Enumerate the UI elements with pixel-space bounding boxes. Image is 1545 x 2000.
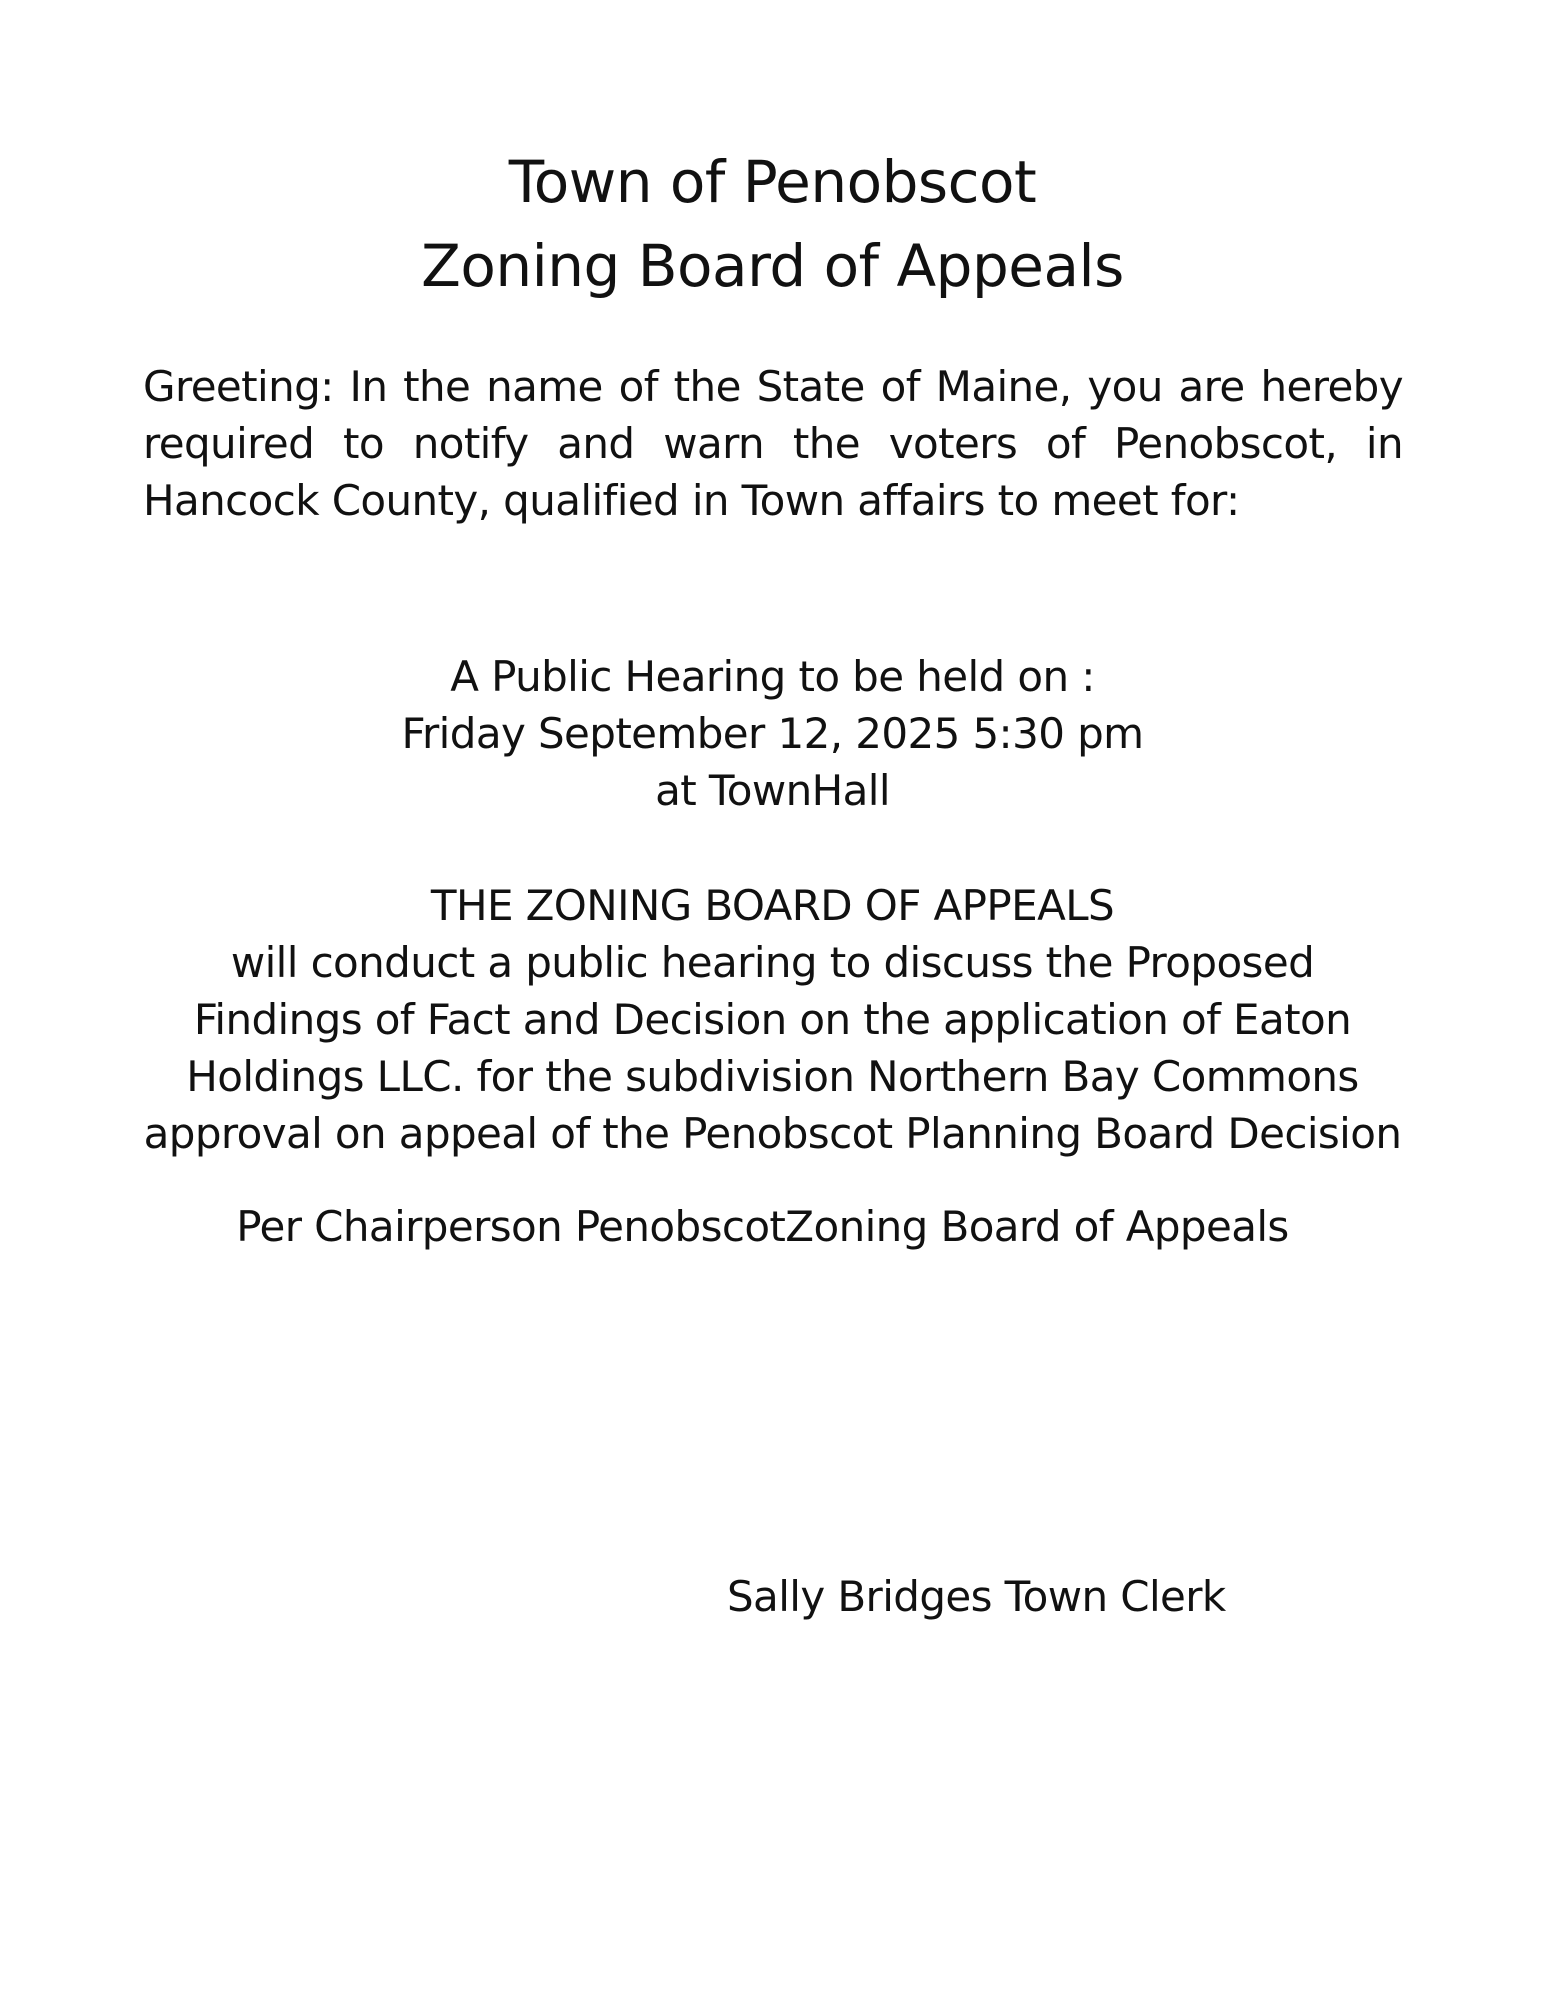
hearing-location: at TownHall: [655, 766, 890, 815]
hearing-details: [0, 648, 1545, 819]
greeting-line: required to notify and warn the voters of Penobscot, in: [143, 419, 1403, 468]
greeting-paragraph: [143, 358, 1403, 529]
greeting-line: Hancock County, qualified in Town affairs to meet for:: [143, 476, 1240, 525]
notice-line: approval on appeal of the Penobscot Planning Board Decision: [143, 1109, 1402, 1158]
hearing-datetime: Friday September 12, 2025 5:30 pm: [401, 709, 1144, 758]
title-board: Zoning Board of Appeals: [421, 232, 1124, 300]
title-town: Town of Penobscot: [508, 148, 1037, 216]
hearing-intro: A Public Hearing to be held on :: [450, 652, 1095, 701]
notice-paragraph: [0, 877, 1545, 1162]
document-title: [0, 140, 1545, 308]
per-chairperson-line: Per Chairperson PenobscotZoning Board of Appeals: [236, 1202, 1289, 1251]
notice-line: THE ZONING BOARD OF APPEALS: [430, 881, 1115, 930]
notice-line: Holdings LLC. for the subdivision Northern Bay Commons: [186, 1052, 1359, 1101]
clerk-signature: Sally Bridges Town Clerk: [727, 1572, 1226, 1621]
notice-line: will conduct a public hearing to discuss the Proposed: [230, 938, 1315, 987]
greeting-line: Greeting: In the name of the State of Maine, you are hereby: [143, 362, 1403, 411]
notice-line: Findings of Fact and Decision on the application of Eaton: [193, 995, 1352, 1044]
